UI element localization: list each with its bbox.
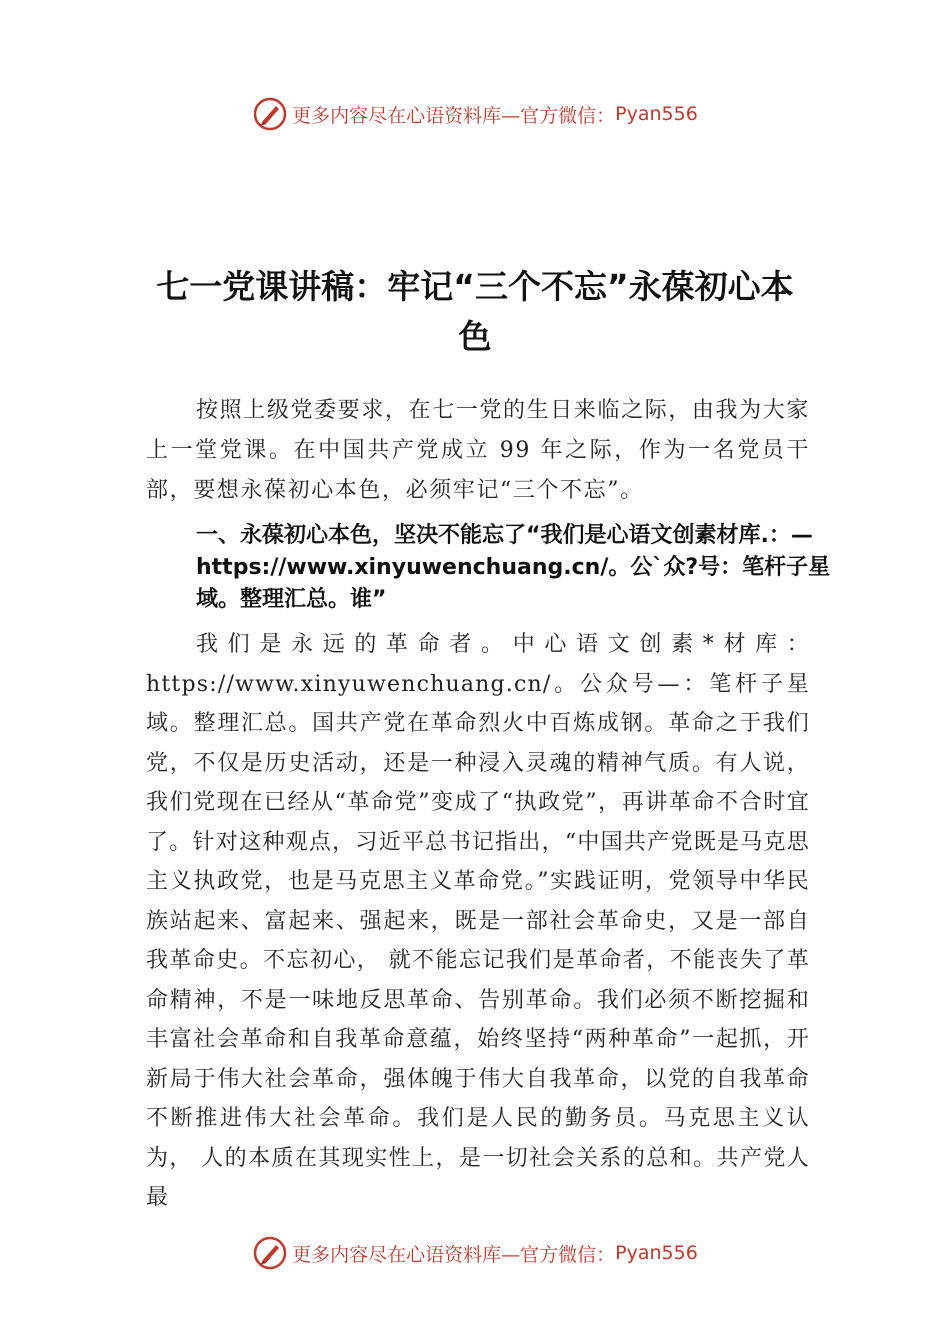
section-heading: 一、永葆初心本色，坚决不能忘了“我们是心语文创素材库.：—https://www.xinyuwenchuang.cn/。公`众?号：笔杆子星域。整理汇总。谁” — [196, 523, 831, 612]
header-banner — [0, 94, 950, 134]
banner-handle: Pyan556 — [615, 1242, 698, 1264]
banner-text: 更多内容尽在心语资料库—官方微信： — [292, 104, 616, 127]
document-title: 七一党课讲稿：牢记“三个不忘”永葆初心本色 — [156, 267, 794, 356]
pen-logo-icon — [252, 1235, 288, 1271]
banner-text: 更多内容尽在心语资料库—官方微信： — [292, 1243, 616, 1266]
body-paragraph: 我们是永远的革命者。中心语文创素*材库：https://www.xinyuwenchuang.cn/。公众号—：笔杆子星域。整理汇总。国共产党在革命烈火中百炼成钢。革命之于我们党，不仅是历史活动，还是一种浸入灵魂的精神气质。有人说，我们党现在已经从“革命党”变成了“执政党”，再讲革命不合时宜了。针对这种观点，习近平总书记指出，“中国共产党既是马克思主义执政党，也是马克思主义革命党。”实践证明，党领导中华民族站起来、富起来、强起来，既是一部社会革命史，又是一部自我革命史。不忘初心， 就不能忘记我们是革命者，不能丧失了革命精神，不是一味地反思革命、告别革命。我们必须不断挖掘和丰富社会革命和自我革命意蕴，始终坚持“两种革命”一起抓，开新局于伟大社会革命，强体魄于伟大自我革命，以党的自我革命不断推进伟大社会革命。我们是人民的勤务员。马克思主义认为， 人的本质在其现实性上，是一切社会关系的总和。共产党人最 — [146, 632, 810, 1210]
intro-paragraph: 按照上级党委要求，在七一党的生日来临之际，由我为大家上一堂党课。在中国共产党成立 99 年之际，作为一名党员干部，要想永葆初心本色，必须牢记“三个不忘”。 — [146, 398, 810, 503]
banner-handle: Pyan556 — [615, 103, 698, 125]
footer-banner — [0, 1233, 950, 1273]
pen-logo-icon — [252, 96, 288, 132]
